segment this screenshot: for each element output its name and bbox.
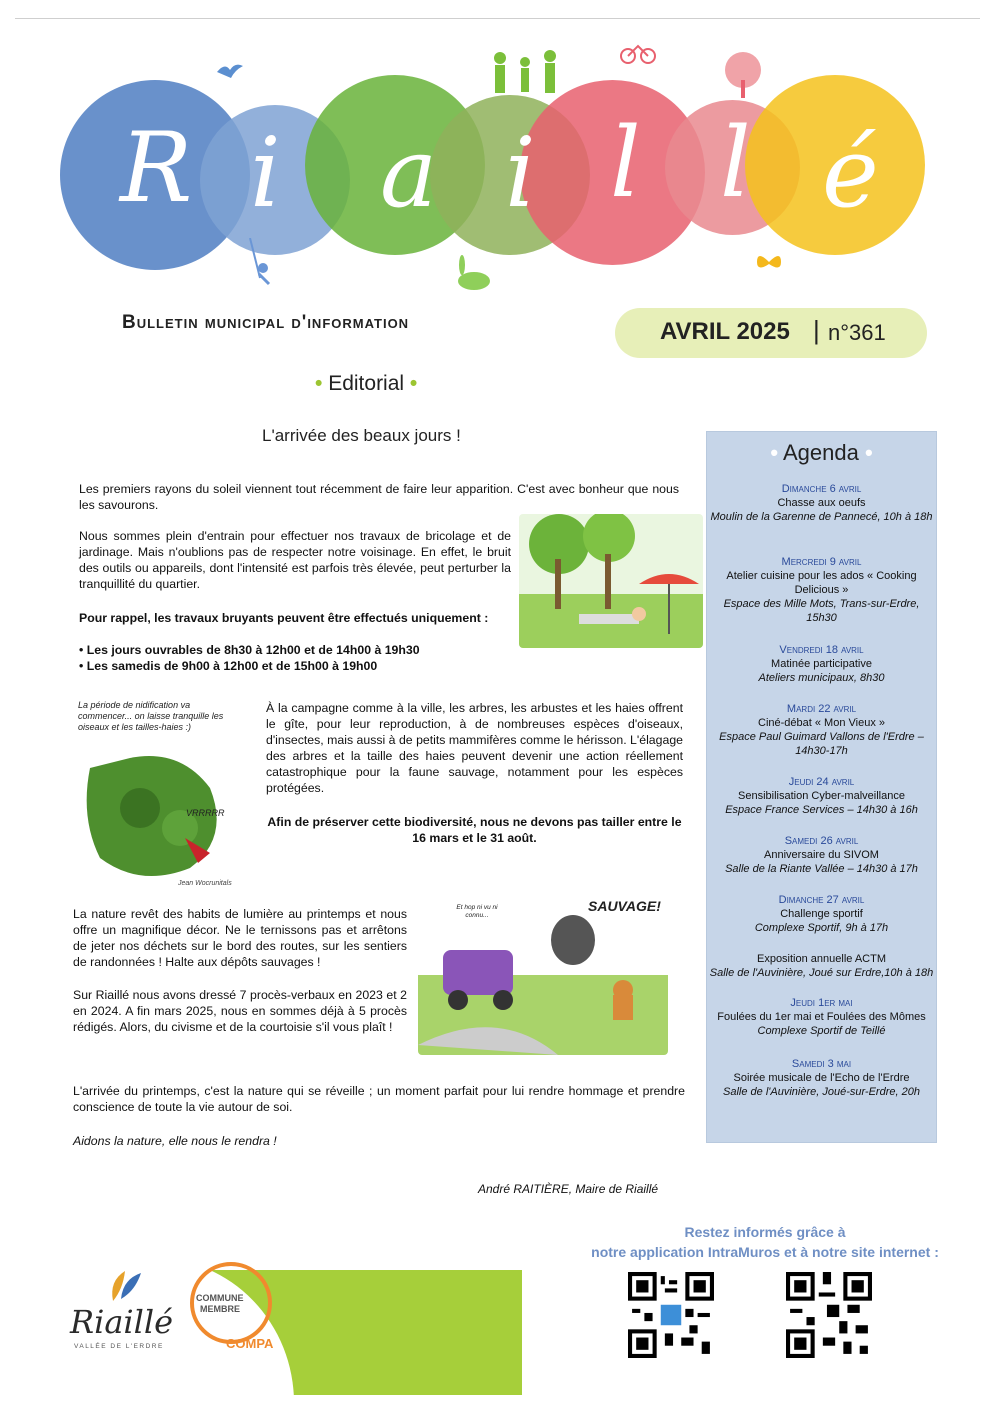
agenda-event-title: Exposition annuelle ACTM	[756, 953, 886, 965]
agenda-event-place: Espace France Services – 14h30 à 16h	[725, 804, 918, 816]
agenda-event-title: Matinée participative	[771, 658, 872, 670]
editorial-paragraph: Sur Riaillé nous avons dressé 7 procès-verbaux en 2023 et 2 en 2024. A fin mars 2025, nous en sommes déjà à 5 procès rédigés. Alors, du civisme et de la courtoisie s'il vous plaît !	[73, 988, 407, 1034]
agenda-event	[707, 893, 936, 935]
editorial-heading-text: Editorial	[328, 372, 405, 395]
agenda-event-place: Salle de la Riante Vallée – 14h30 à 17h	[725, 863, 918, 875]
agenda-event-date: Mardi 22 avril	[786, 703, 857, 715]
agenda-event	[707, 996, 936, 1038]
compa-logo	[190, 1262, 272, 1344]
compa-logo-text: COMMUNE	[196, 1293, 244, 1303]
editorial-paragraph: Afin de préserver cette biodiversité, nous ne devons pas tailler entre le 16 mars et le 31 août.	[267, 815, 682, 845]
bird-icon	[215, 58, 245, 82]
hedge-cartoon-credit: Jean Wocrunitals	[178, 880, 232, 887]
title-letter: i	[505, 117, 536, 229]
editorial-heading	[315, 372, 417, 396]
agenda-event	[707, 1057, 936, 1099]
riaille-logo: Riaillé	[70, 1303, 174, 1341]
editorial-paragraph: Nous sommes plein d'entrain pour effectuer nos travaux de bricolage et de jardinage. Mais n'oublions pas de respecter notre voisinage. En effet, le bruit des outils ou appareils, dont l'intensité est parfois très élevée, peut perturber la tranquillité du quartier.	[79, 529, 511, 591]
agenda-event	[707, 702, 936, 758]
editorial-closing: Aidons la nature, elle nous le rendra !	[73, 1134, 277, 1148]
noise-hours-weekdays: • Les jours ouvrables de 8h30 à 12h00 et de 14h00 à 19h30	[79, 643, 420, 657]
hedge-cartoon-caption: La période de nidification va commencer... on laisse tranquille les oiseaux et les tailles-haies :)	[78, 700, 224, 732]
title-letter: a	[380, 117, 438, 229]
agenda-event	[707, 834, 936, 876]
compa-logo-name: COMPA	[226, 1336, 274, 1351]
agenda-event-date: Vendredi 18 avril	[779, 644, 864, 656]
editorial-paragraph: Pour rappel, les travaux bruyants peuvent être effectués uniquement :	[79, 611, 489, 625]
title-letter: l	[720, 107, 751, 219]
qr-code-website[interactable]	[786, 1272, 872, 1358]
agenda-event	[707, 775, 936, 817]
top-rule	[15, 18, 980, 19]
agenda-event	[707, 482, 936, 524]
agenda-event	[707, 643, 936, 685]
compa-logo-text: MEMBRE	[200, 1304, 240, 1314]
agenda-event-date: Dimanche 27 avril	[778, 894, 865, 906]
title-letter: é	[822, 117, 879, 229]
agenda-event-title: Soirée musicale de l'Echo de l'Erdre	[733, 1072, 910, 1084]
agenda-title	[707, 440, 936, 466]
app-info	[560, 1222, 970, 1262]
riaille-logo-tagline: VALLÉE DE L'ERDRE	[74, 1343, 164, 1350]
noise-hours-saturdays: • Les samedis de 9h00 à 12h00 et de 15h00 à 19h00	[79, 659, 378, 673]
dumping-cartoon-shout: SAUVAGE!	[588, 898, 661, 914]
signature: André RAITIÈRE, Maire de Riaillé	[478, 1182, 659, 1196]
garden-illustration	[519, 514, 703, 648]
family-icon	[480, 40, 570, 100]
app-info-line: Restez informés grâce à	[684, 1224, 846, 1240]
dumping-cartoon-bubble: Et hop ni vu ni connu...	[456, 904, 498, 919]
editorial-subtitle: L'arrivée des beaux jours !	[262, 426, 461, 445]
bullet-icon: •	[770, 440, 779, 465]
editorial-paragraph: L'arrivée du printemps, c'est la nature qui se réveille ; un moment parfait pour lui rendre hommage et prendre conscience de toute la vie autour de soi.	[73, 1084, 685, 1114]
agenda-event-place: Salle de l'Auvinière, Joué sur Erdre,10h à 18h	[709, 967, 934, 979]
title-letter: l	[610, 107, 641, 219]
bicycle-icon	[620, 38, 656, 64]
agenda-event-title: Chasse aux oeufs	[777, 497, 866, 509]
agenda-event-title: Atelier cuisine pour les ados « Cooking Delicious »	[726, 570, 917, 596]
agenda-event-place: Salle de l'Auvinière, Joué-sur-Erdre, 20h	[723, 1086, 920, 1098]
leaf-logo-icon	[105, 1265, 145, 1303]
editorial-paragraph: Les premiers rayons du soleil viennent tout récemment de faire leur apparition. C'est avec bonheur que nous les savourons.	[79, 482, 679, 512]
agenda-event-title: Challenge sportif	[780, 908, 863, 920]
rabbit-icon	[450, 255, 495, 295]
bulletin-label: Bulletin municipal d'information	[122, 312, 410, 333]
agenda-event-date: Jeudi 1er mai	[790, 997, 853, 1009]
agenda-event-title: Ciné-débat « Mon Vieux »	[758, 717, 885, 729]
title-letter: i	[250, 117, 281, 229]
agenda-event	[707, 555, 936, 625]
editorial-paragraph: La nature revêt des habits de lumière au printemps et nous offre un magnifique décor. Ne le ternissons pas et arrêtons de jeter nos déchets sur le bord des routes, sur les sentiers de randonnées ! Halte aux dépôts sauvages !	[73, 907, 407, 969]
bullet-icon: •	[409, 372, 418, 395]
agenda-event-date: Jeudi 24 avril	[788, 776, 855, 788]
title-letter: R	[120, 112, 193, 224]
agenda-event-date: Samedi 3 mai	[791, 1058, 852, 1070]
issue-month: AVRIL 2025	[660, 318, 790, 345]
bullet-icon: •	[864, 440, 873, 465]
agenda-event-date: Dimanche 6 avril	[781, 483, 862, 495]
agenda-event-place: Complexe Sportif de Teillé	[757, 1025, 886, 1037]
agenda-event-date: Samedi 26 avril	[784, 835, 859, 847]
qr-code-intramuros[interactable]	[628, 1272, 714, 1358]
agenda-event-place: Espace Paul Guimard Vallons de l'Erdre – 14h30-17h	[719, 731, 924, 757]
butterfly-icon	[755, 250, 783, 274]
tree-icon	[718, 50, 768, 100]
agenda-event-date: Mercredi 9 avril	[781, 556, 862, 568]
agenda-event-place: Ateliers municipaux, 8h30	[758, 672, 885, 684]
agenda-event	[707, 952, 936, 980]
agenda-event-title: Anniversaire du SIVOM	[764, 849, 879, 861]
bullet-icon: •	[315, 372, 323, 395]
issue-number: n°361	[828, 320, 886, 345]
editorial-paragraph: À la campagne comme à la ville, les arbres, les arbustes et les haies offrent le gîte, pour leur reproduction, à de nombreuses espèces d'oiseaux, d'insectes, mais aussi à de petits mammifères comme le hérisson. L'élagage des arbres et la taille des haies peuvent devenir une action réellement catastrophique pour la faune sauvage, notamment pour les espèces protégées.	[266, 701, 683, 795]
agenda-panel	[706, 431, 937, 1143]
app-info-line: notre application IntraMuros et à notre site internet :	[591, 1244, 939, 1260]
agenda-title-text: Agenda	[782, 440, 859, 465]
hedge-cartoon-sound: VRRRRR	[186, 808, 225, 818]
agenda-event-title: Sensibilisation Cyber-malveillance	[738, 790, 905, 802]
agenda-event-title: Foulées du 1er mai et Foulées des Mômes	[717, 1011, 926, 1023]
agenda-event-place: Espace des Mille Mots, Trans-sur-Erdre, 15h30	[723, 598, 920, 624]
agenda-event-place: Complexe Sportif, 9h à 17h	[754, 922, 889, 934]
agenda-event-place: Moulin de la Garenne de Pannecé, 10h à 18h	[710, 511, 933, 523]
issue-separator: |	[813, 315, 820, 345]
swing-child-icon	[245, 238, 285, 288]
